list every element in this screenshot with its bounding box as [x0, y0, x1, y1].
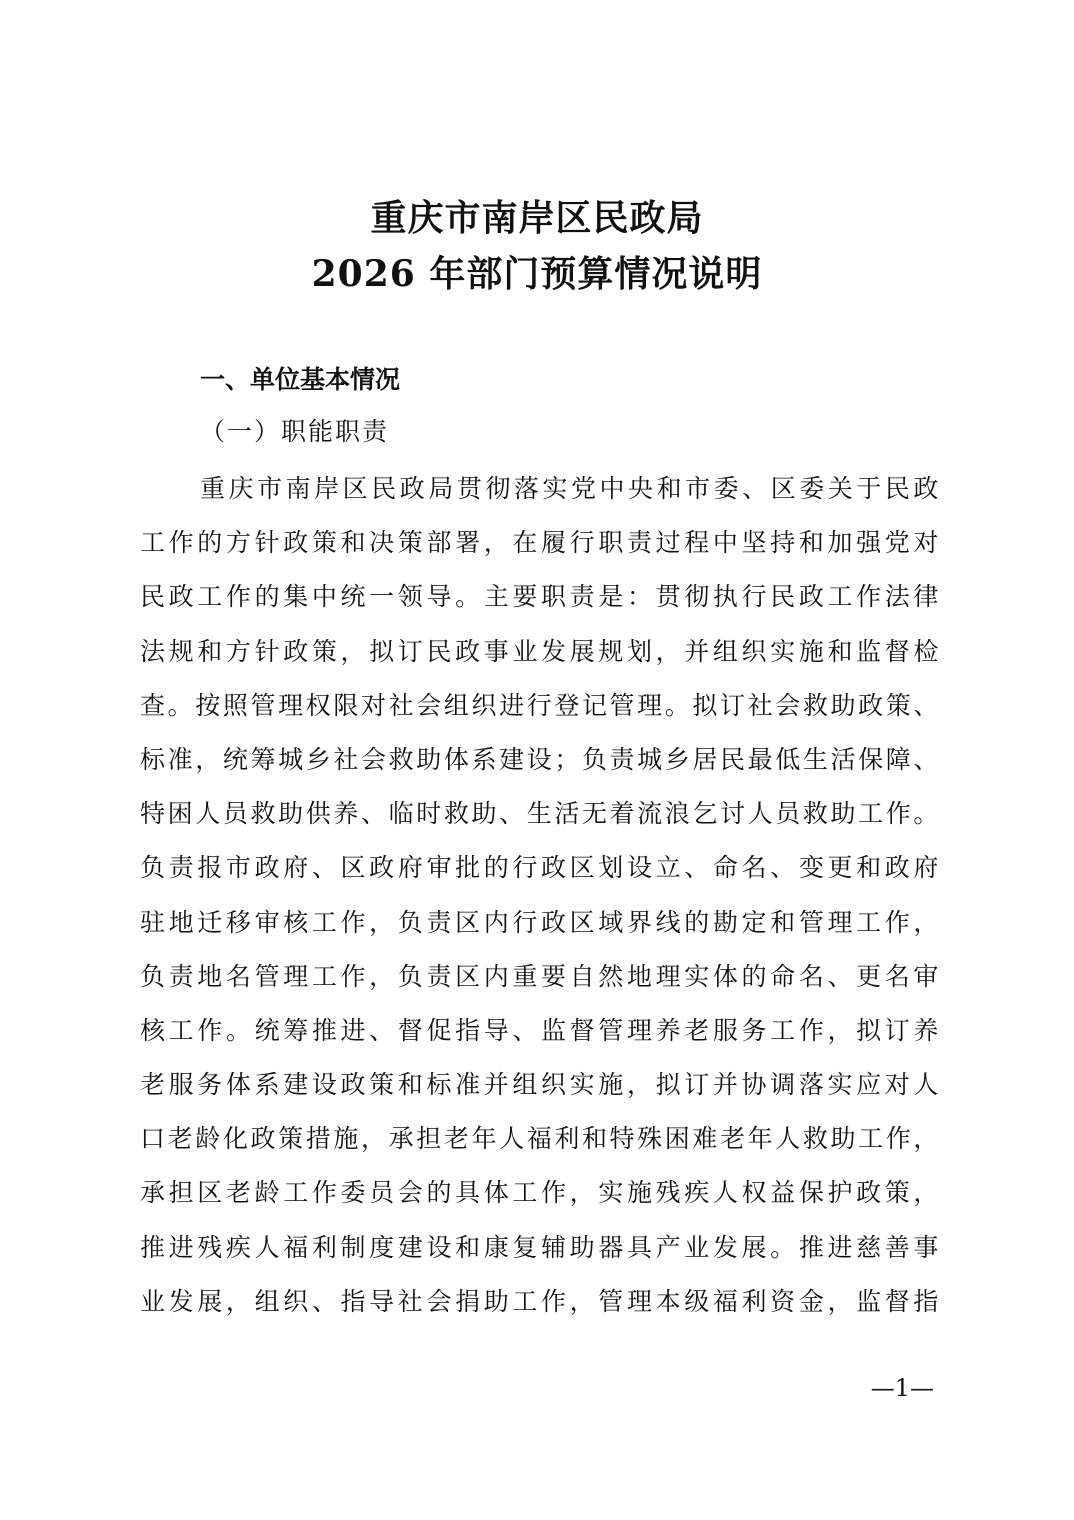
body-line: 驻地迁移审核工作，负责区内行政区域界线的勘定和管理工作，	[140, 907, 940, 937]
body-paragraph	[140, 462, 940, 1329]
body-line: 负责报市政府、区政府审批的行政区划设立、命名、变更和政府	[140, 853, 940, 883]
body-line: 业发展，组织、指导社会捐助工作，管理本级福利资金，监督指	[140, 1286, 940, 1316]
document-title-line2: 2026 年部门预算情况说明	[311, 253, 763, 295]
body-line: 核工作。统筹推进、督促指导、监督管理养老服务工作，拟订养	[140, 1015, 940, 1045]
body-line: 口老龄化政策措施，承担老年人福利和特殊困难老年人救助工作，	[140, 1124, 940, 1154]
document-title-line1: 重庆市南岸区民政局	[370, 197, 704, 239]
body-line: 重庆市南岸区民政局贯彻落实党中央和市委、区委关于民政	[200, 474, 940, 503]
body-line: 查。按照管理权限对社会组织进行登记管理。拟订社会救助政策、	[140, 690, 940, 720]
body-line: 民政工作的集中统一领导。主要职责是：贯彻执行民政工作法律	[140, 582, 940, 612]
body-line: 承担区老龄工作委员会的具体工作，实施残疾人权益保护政策，	[140, 1178, 940, 1208]
body-line: 工作的方针政策和决策部署，在履行职责过程中坚持和加强党对	[140, 528, 940, 558]
subsection-heading: （一）职能职责	[200, 417, 390, 446]
body-line: 标准，统筹城乡社会救助体系建设；负责城乡居民最低生活保障、	[140, 744, 940, 774]
body-line: 推进残疾人福利制度建设和康复辅助器具产业发展。推进慈善事	[140, 1232, 940, 1262]
page-number: —1—	[870, 1374, 934, 1402]
body-line: 老服务体系建设政策和标准并组织实施，拟订并协调落实应对人	[140, 1070, 940, 1100]
body-line: 特困人员救助供养、临时救助、生活无着流浪乞讨人员救助工作。	[140, 799, 940, 829]
section-heading: 一、单位基本情况	[200, 365, 401, 394]
body-line: 负责地名管理工作，负责区内重要自然地理实体的命名、更名审	[140, 961, 940, 991]
body-line: 法规和方针政策，拟订民政事业发展规划，并组织实施和监督检	[140, 636, 940, 666]
